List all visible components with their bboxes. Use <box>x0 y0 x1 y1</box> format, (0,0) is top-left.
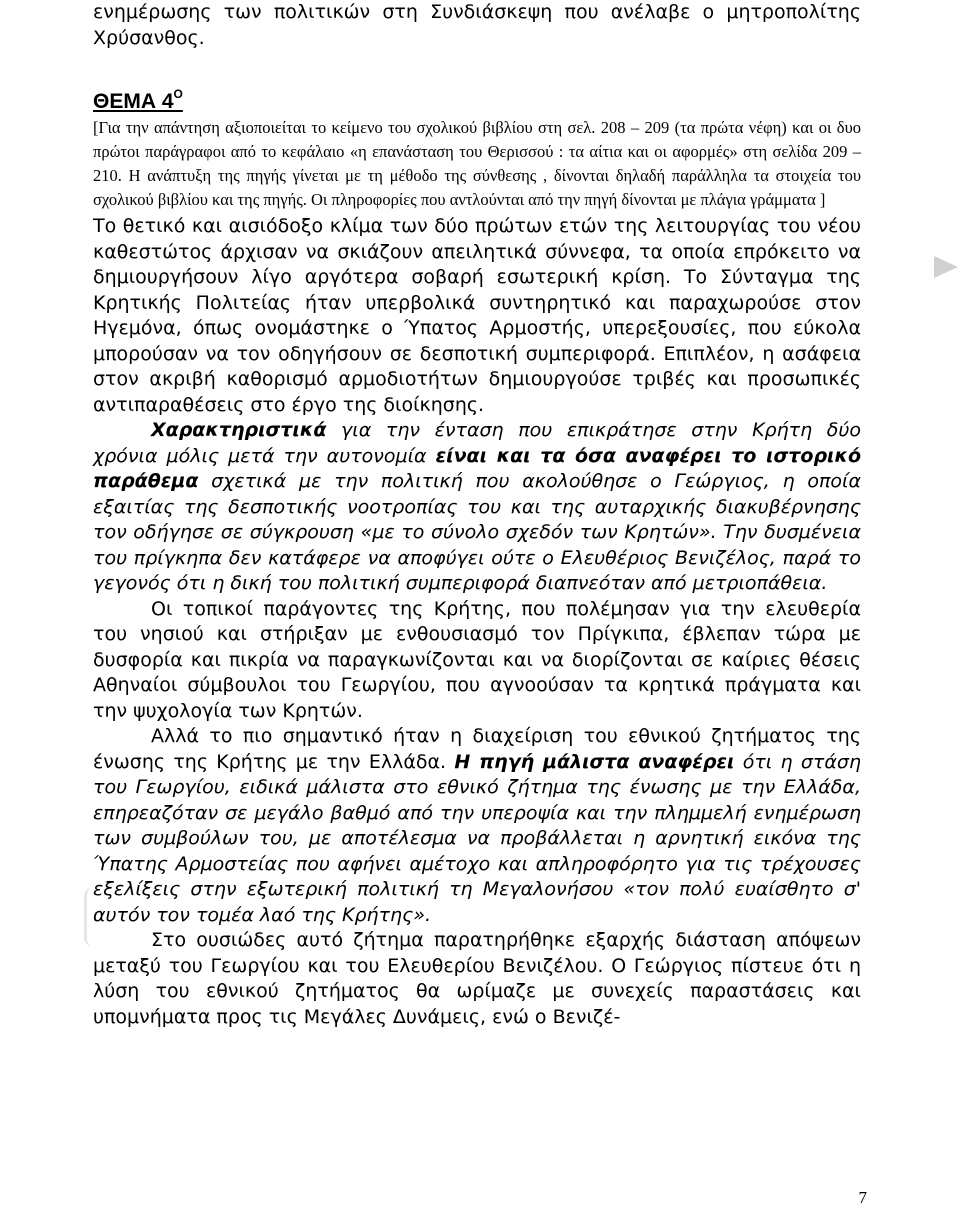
document-page <box>93 0 861 1030</box>
paragraph-3: Οι τοπικοί παράγοντες της Κρήτης, που πολέμησαν για την ελευθερία του νησιού και στήριξαν με ενθουσιασμό τον Πρίγκιπα, έβλεπαν τώρα με δυσφορία και πικρία να παραγκωνίζονται και να διορίζονται σε καίριες θέσεις Αθηναίοι σύμβουλοι του Γεωργίου, που αγνοούσαν τα κρητικά πράγματα και την ψυχολογία των Κρητών. <box>93 597 861 722</box>
paragraph-2-rest: σχετικά με την πολιτική που ακολούθησε ο Γεώργιος, η οποία εξαιτίας της δεσποτικής νοοτροπίας του και της αυταρχικής διακυβέρνησης τον οδήγησε σε σύγκρουση «με το σύνολο σχεδόν των Κρητών». Την δυσμένεια του πρίγκηπα δεν κατάφερε να αποφύγει ούτε ο Ελευθέριος Βενιζέλος, παρά το γεγονός ότι η δική του πολιτική συμπεριφορά διαπνεόταν από μετριοπάθεια. <box>93 470 861 594</box>
page-number: 7 <box>858 1188 867 1207</box>
paragraph-2 <box>93 418 861 597</box>
paragraph-2-mid: για την ένταση που επικράτησε στην Κρήτη δύο χρόνια μόλις μετά την αυτονομία <box>93 419 861 467</box>
paragraph-1: Το θετικό και αισιόδοξο κλίμα των δύο πρώτων ετών της λειτουργίας του νέου καθεστώτος άρχισαν να σκιάζουν απειλητικά σύννεφα, τα οποία επρόκειτο να δημιουργήσουν λίγο αργότερα σοβαρή εσωτερική κρίση. Το Σύνταγμα της Κρητικής Πολιτείας ήταν υπερβολικά συντηρητικό και παραχωρούσε στον Ηγεμόνα, όπως ονομάστηκε ο Ύπατος Αρμοστής, υπερεξουσίες, που εύκολα μπορούσαν να τον οδηγήσουν σε δεσποτική συμπεριφορά. Επιπλέον, η ασάφεια στον ακριβή καθορισμό αρμοδιοτήτων δημιουργούσε τριβές και προσωπικές αντιπαραθέσεις στο έργο της διοίκησης. <box>93 215 861 416</box>
theme-heading <box>93 87 861 114</box>
margin-arrow-icon <box>934 256 958 278</box>
paragraph-2-bold-mid: είναι και τα όσα αναφέρει το ιστορικό παράθεμα <box>93 444 861 492</box>
theme-superscript: Ο <box>173 87 183 101</box>
paragraph-4 <box>93 724 861 928</box>
paragraph-4-text: Αλλά το πιο σημαντικό ήταν η διαχείριση του εθνικού ζητήματος της ένωσης της Κρήτης με την Ελλάδα. <box>93 725 861 773</box>
top-paragraph: ενημέρωσης των πολιτικών στη Συνδιάσκεψη που ανέλαβε ο μητροπολίτης Χρύσανθος. <box>93 1 861 49</box>
paragraph-2-bold-start: Χαρακτηριστικά <box>151 419 327 441</box>
paragraph-5: Στο ουσιώδες αυτό ζήτημα παρατηρήθηκε εξαρχής διάσταση απόψεων μεταξύ του Γεωργίου και του Ελευθερίου Βενιζέλου. Ο Γεώργιος πίστευε ότι η λύση του εθνικού ζητήματος θα ωρίμαζε με συνεχείς παραστάσεις και υπομνήματα προς τις Μεγάλες Δυνάμεις, ενώ ο Βενιζέ- <box>93 929 861 1028</box>
instructions-paragraph: [Για την απάντηση αξιοποιείται το κείμενο του σχολικού βιβλίου στη σελ. 208 – 209 (τα πρώτα νέφη) και οι δυο πρώτοι παράγραφοι από το κεφάλαιο «η επανάσταση του Θερισσού : τα αίτια και οι αφορμές» στη σελίδα 209 – 210. Η ανάπτυξη της πηγής γίνεται με τη μέθοδο της σύνθεσης , δίνονται δηλαδή παράλληλα τα στοιχεία του σχολικού βιβλίου και της πηγής. Οι πληροφορίες που αντλούνται από την πηγή δίνονται με πλάγια γράμματα ] <box>93 118 861 209</box>
paragraph-4-italic-rest: ότι η στάση του Γεωργίου, ειδικά μάλιστα στο εθνικό ζήτημα της ένωσης με την Ελλάδα, επηρεαζόταν σε μεγάλο βαθμό από την υπεροψία και την πλημμελή ενημέρωση των συμβούλων του, με αποτέλεσμα να προβάλλεται η αρνητική εικόνα της Ύπατης Αρμοστείας που αφήνει αμέτοχο και απληροφόρητο για τις τρέχουσες εξελίξεις στην εξωτερική πολιτική τη Μεγαλονήσου «τον πολύ ευαίσθητο σ' αυτόν τον τομέα λαό της Κρήτης». <box>93 750 861 926</box>
theme-label: ΘΕΜΑ 4 <box>93 90 174 113</box>
margin-bracket-icon <box>84 888 97 946</box>
paragraph-4-bold-italic: Η πηγή μάλιστα αναφέρει <box>454 750 735 773</box>
